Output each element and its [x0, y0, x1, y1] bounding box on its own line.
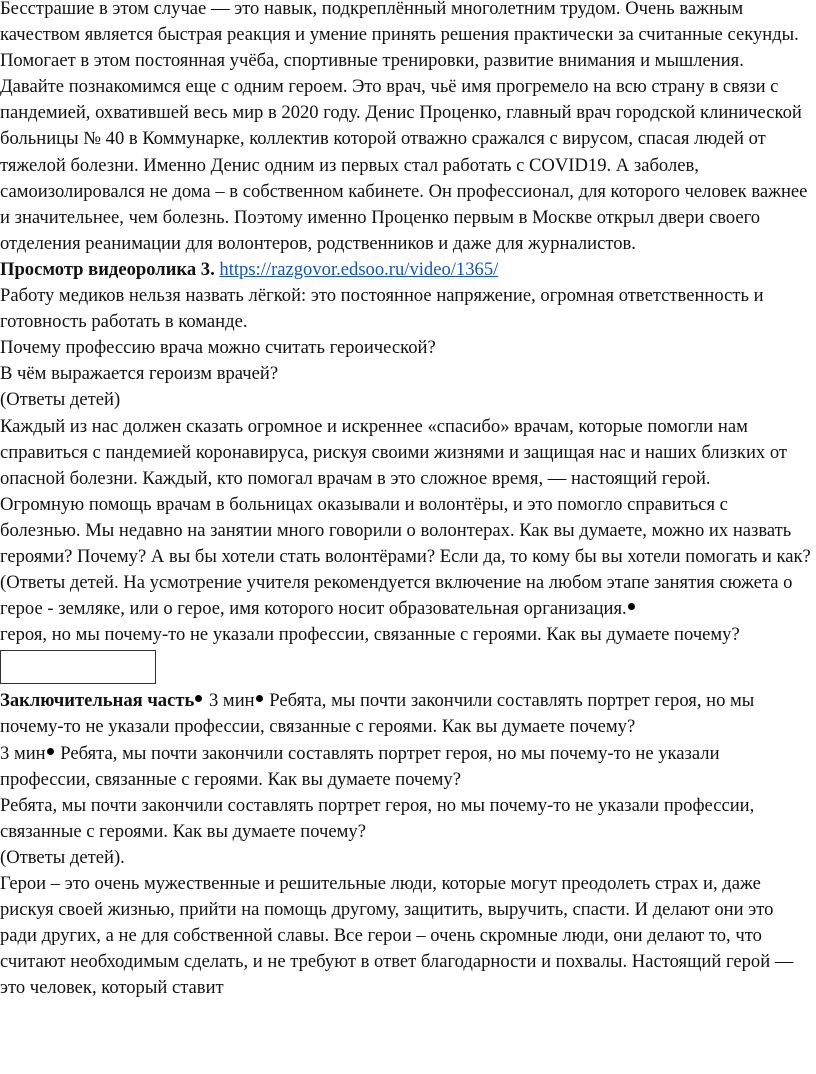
- bullet-icon: [256, 695, 263, 702]
- paragraph-hero-professions: героя, но мы почему-то не указали профессии, связанные с героями. Как вы думаете почему?: [0, 624, 740, 646]
- empty-table-cell: [0, 650, 156, 684]
- final-text: Ребята, мы почти закончили составлять портрет героя, но мы почему-то не указали профессии, связанные с героями. Как вы думаете почему?: [0, 690, 755, 738]
- paragraph-portrait-repeat: Ребята, мы почти закончили составлять портрет героя, но мы почему-то не указали профессии, связанные с героями. Как вы думаете почему?: [0, 794, 755, 842]
- bullet-icon: [628, 603, 635, 610]
- bullet-icon: [47, 748, 54, 755]
- volunteers-text: Огромную помощь врачам в больницах оказывали и волонтёры, и это помогло справиться с болезнью. Мы недавно на занятии много говорили о волонтерах. Как вы думаете, можно их назвать героями? Почему? А вы бы хотели стать волонтёрами? Если да, то кому бы вы хотели помогать и как? (Ответы детей. На усмотрение учителя рекомендуется включение на любом этапе занятия сюжета о герое - земляке, или о герое, имя которого носит образовательная организация.: [0, 493, 811, 620]
- paragraph-fearlessness: Бесстрашие в этом случае — это навык, подкреплённый многолетним трудом. Очень важным качеством является быстрая реакция и умение принять решения практически за считанные секунды. Помогает в этом постоянная учёба, спортивные тренировки, развитие внимания и мышления.: [0, 0, 799, 72]
- final-time: 3 мин: [208, 690, 255, 712]
- three-minutes-time: 3 мин: [0, 742, 46, 764]
- paragraph-video: [0, 257, 812, 283]
- video-link[interactable]: https://razgovor.edsoo.ru/video/1365/: [219, 258, 499, 280]
- paragraph-heroes-definition: Герои – это очень мужественные и решительные люди, которые могут преодолеть страх и, даже рискуя своей жизнью, прийти на помощь другому, защитить, выручить, спасти. И делают они это ради других, а не для собственной славы. Все герои – очень скромные люди, они делают то, что считают необходимым сделать, и не требуют в ответ благодарности и похвалы. Настоящий герой — это человек, который ставит: [0, 873, 794, 999]
- final-part-label: Заключительная часть: [0, 690, 195, 712]
- answers-note-1: (Ответы детей): [0, 389, 121, 411]
- question-heroism: В чём выражается героизм врачей?: [0, 363, 279, 385]
- paragraph-final-part: [0, 688, 812, 740]
- question-doctor-heroic: Почему профессию врача можно считать героической?: [0, 337, 436, 359]
- paragraph-thanks-doctors: Каждый из нас должен сказать огромное и искреннее «спасибо» врачам, которые помогли нам справиться с пандемией коронавируса, рискуя своими жизнями и защищая нас и наших близких от опасной болезни. Каждый, кто помогал врачам в это сложное время, — настоящий герой.: [0, 415, 788, 489]
- paragraph-doctor-hero: Давайте познакомимся еще с одним героем. Это врач, чьё имя прогремело на всю страну в связи с пандемией, охватившей весь мир в 2020 году. Денис Проценко, главный врач городской клинической больницы № 40 в Коммунарке, коллектив которой отважно сражался с вирусом, спасая людей от тяжелой болезни. Именно Денис одним из первых стал работать с COVID19. А заболев, самоизолировался не дома – в собственном кабинете. Он профессионал, для которого человек важнее и значительнее, чем болезнь. Поэтому именно Проценко первым в Москве открыл двери своего отделения реанимации для волонтеров, родственников и даже для журналистов.: [0, 76, 808, 254]
- bullet-icon: [195, 695, 202, 702]
- paragraph-volunteers: [0, 492, 812, 622]
- paragraph-three-minutes: [0, 741, 812, 793]
- answers-note-2: (Ответы детей).: [0, 846, 125, 868]
- paragraph-medics-work: Работу медиков нельзя назвать лёгкой: это постоянное напряжение, огромная ответственность и готовность работать в команде.: [0, 285, 764, 333]
- three-minutes-text: Ребята, мы почти закончили составлять портрет героя, но мы почему-то не указали профессии, связанные с героями. Как вы думаете почему?: [0, 742, 720, 790]
- video-label: Просмотр видеоролика 3.: [0, 258, 215, 280]
